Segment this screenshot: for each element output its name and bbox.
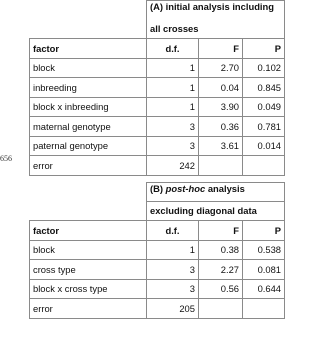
df-cell: 3 xyxy=(147,117,199,137)
f-cell: 0.56 xyxy=(199,279,243,299)
factor-cell: maternal genotype xyxy=(30,117,147,137)
p-cell: 0.644 xyxy=(243,279,285,299)
p-cell: 0.049 xyxy=(243,97,285,117)
p-cell: 0.081 xyxy=(243,260,285,280)
p-cell: 0.014 xyxy=(243,136,285,156)
table-row xyxy=(30,97,285,117)
table-a-caption-line2: all crosses xyxy=(147,19,285,38)
f-cell: 3.90 xyxy=(199,97,243,117)
df-cell: 205 xyxy=(147,299,199,319)
p-cell: 0.845 xyxy=(243,78,285,98)
f-cell: 2.27 xyxy=(199,260,243,280)
factor-cell: block x cross type xyxy=(30,279,147,299)
table-a-caption-line1: (A) initial analysis including xyxy=(147,1,285,20)
p-cell xyxy=(243,156,285,176)
table-row xyxy=(30,260,285,280)
table-row xyxy=(30,117,285,137)
line-number: 656 xyxy=(0,154,12,163)
anova-table-initial xyxy=(29,0,285,176)
f-cell: 0.36 xyxy=(199,117,243,137)
table-row xyxy=(30,58,285,78)
df-cell: 1 xyxy=(147,240,199,260)
p-cell xyxy=(243,299,285,319)
caption-row xyxy=(30,1,285,20)
table-b-caption-line1 xyxy=(147,183,285,202)
f-cell: 2.70 xyxy=(199,58,243,78)
factor-cell: block x inbreeding xyxy=(30,97,147,117)
header-df: d.f. xyxy=(147,38,199,58)
factor-cell: error xyxy=(30,156,147,176)
caption-prefix: (B) xyxy=(150,183,166,194)
caption-italic: post-hoc xyxy=(165,183,206,194)
factor-cell: cross type xyxy=(30,260,147,280)
df-cell: 1 xyxy=(147,58,199,78)
df-cell: 1 xyxy=(147,78,199,98)
caption-row xyxy=(30,19,285,38)
table-row xyxy=(30,299,285,319)
caption-suffix: analysis xyxy=(205,183,245,194)
df-cell: 3 xyxy=(147,136,199,156)
header-factor: factor xyxy=(30,38,147,58)
table-row xyxy=(30,240,285,260)
f-cell: 0.38 xyxy=(199,240,243,260)
table-row xyxy=(30,78,285,98)
header-p: P xyxy=(243,220,285,240)
table-row xyxy=(30,156,285,176)
caption-row xyxy=(30,201,285,220)
header-f: F xyxy=(199,38,243,58)
table-row xyxy=(30,136,285,156)
factor-cell: inbreeding xyxy=(30,78,147,98)
header-df: d.f. xyxy=(147,220,199,240)
table-row xyxy=(30,279,285,299)
f-cell xyxy=(199,299,243,319)
header-factor: factor xyxy=(30,220,147,240)
header-f: F xyxy=(199,220,243,240)
factor-cell: block xyxy=(30,240,147,260)
header-row xyxy=(30,220,285,240)
factor-cell: error xyxy=(30,299,147,319)
f-cell: 0.04 xyxy=(199,78,243,98)
factor-cell: paternal genotype xyxy=(30,136,147,156)
p-cell: 0.781 xyxy=(243,117,285,137)
f-cell: 3.61 xyxy=(199,136,243,156)
anova-table-post-hoc xyxy=(29,182,285,319)
df-cell: 3 xyxy=(147,260,199,280)
df-cell: 242 xyxy=(147,156,199,176)
factor-cell: block xyxy=(30,58,147,78)
df-cell: 1 xyxy=(147,97,199,117)
header-p: P xyxy=(243,38,285,58)
header-row xyxy=(30,38,285,58)
p-cell: 0.538 xyxy=(243,240,285,260)
f-cell xyxy=(199,156,243,176)
caption-row xyxy=(30,183,285,202)
table-b-caption-line2: excluding diagonal data xyxy=(147,201,285,220)
p-cell: 0.102 xyxy=(243,58,285,78)
df-cell: 3 xyxy=(147,279,199,299)
